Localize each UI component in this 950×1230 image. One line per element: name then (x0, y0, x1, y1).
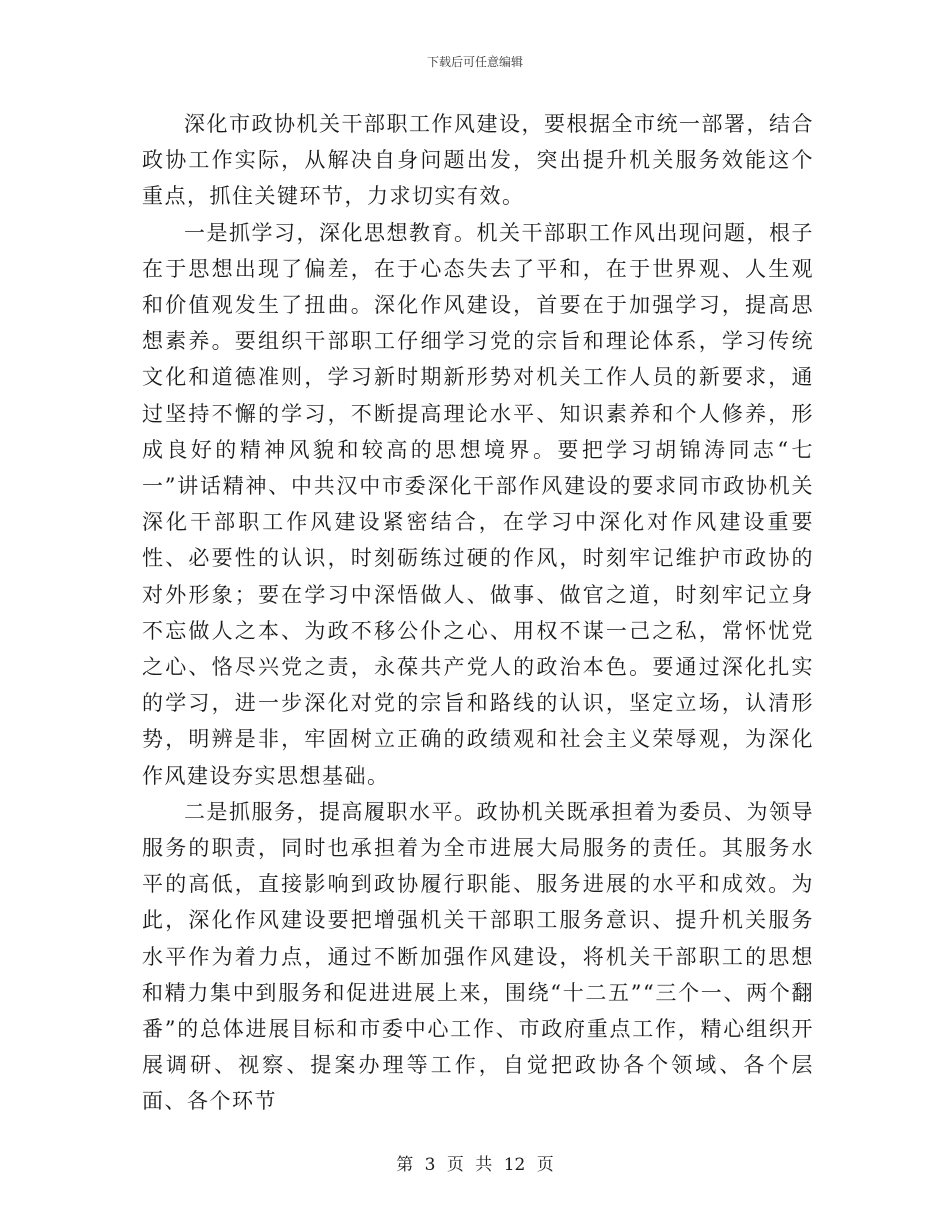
paragraph-study: 一是抓学习，深化思想教育。机关干部职工作风出现问题，根子在于思想出现了偏差，在于心态失去了平和，在于世界观、人生观和价值观发生了扭曲。深化作风建设，首要在于加强学习，提高思想素养。要组织干部职工仔细学习党的宗旨和理论体系，学习传统文化和道德准则，学习新时期新形势对机关工作人员的新要求，通过坚持不懈的学习，不断提高理论水平、知识素养和个人修养，形成良好的精神风貌和较高的思想境界。要把学习胡锦涛同志“七一”讲话精神、中共汉中市委深化干部作风建设的要求同市政协机关深化干部职工作风建设紧密结合，在学习中深化对作风建设重要性、必要性的认识，时刻砺练过硬的作风，时刻牢记维护市政协的对外形象；要在学习中深悟做人、做事、做官之道，时刻牢记立身不忘做人之本、为政不移公仆之心、用权不谋一己之私，常怀忧党之心、恪尽兴党之责，永葆共产党人的政治本色。要通过深化扎实的学习，进一步深化对党的宗旨和路线的认识，坚定立场，认清形势，明辨是非，牢固树立正确的政绩观和社会主义荣辱观，为深化作风建设夯实思想基础。 (142, 220, 814, 788)
document-body (142, 106, 814, 1120)
paragraph-service: 二是抓服务，提高履职水平。政协机关既承担着为委员、为领导服务的职责，同时也承担着为全市进展大局服务的责任。其服务水平的高低，直接影响到政协履行职能、服务进展的水平和成效。为此，深化作风建设要把增强机关干部职工服务意识、提升机关服务水平作为着力点，通过不断加强作风建设，将机关干部职工的思想和精力集中到服务和促进进展上来，围绕“十二五”“三个一、两个翻番”的总体进展目标和市委中心工作、市政府重点工作，精心组织开展调研、视察、提案办理等工作，自觉把政协各个领域、各个层面、各个环节 (142, 799, 814, 1114)
page-number-footer: 第 3 页 共 12 页 (396, 1155, 554, 1175)
paragraph-intro: 深化市政协机关干部职工作风建设，要根据全市统一部署，结合政协工作实际，从解决自身问题出发，突出提升机关服务效能这个重点，抓住关键环节，力求切实有效。 (142, 112, 814, 209)
page-header-note: 下载后可任意编辑 (426, 55, 523, 69)
